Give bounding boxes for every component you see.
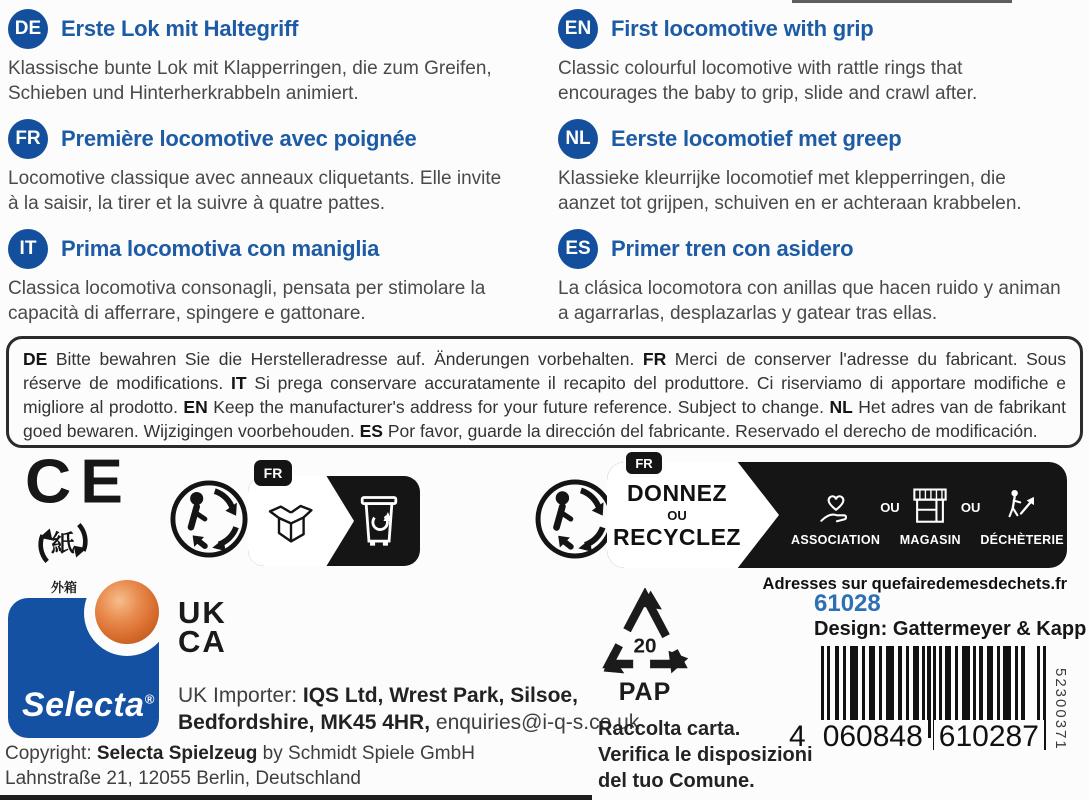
hand-heart-icon: [812, 484, 860, 530]
copyright-line2: Lahnstraße 21, 12055 Berlin, Deutschland: [5, 767, 361, 789]
section-de-body: Klassische bunte Lok mit Klapperringen, die zum Greifen, Schieben und Hinterherkrabbeln animiert.: [8, 58, 492, 104]
donnez-options: [785, 462, 1064, 568]
donnez-line3: RECYCLEZ: [613, 523, 741, 550]
donnez-line1: DONNEZ: [626, 479, 728, 506]
registered-mark: ®: [144, 691, 155, 707]
pap-number: 20: [633, 634, 657, 658]
raccolta-line2: Verifica le disposizioni: [598, 744, 813, 766]
lang-badge-es: ES: [558, 229, 598, 269]
section-de-title: Erste Lok mit Haltegriff: [61, 16, 299, 41]
section-es-body: La clásica locomotora con anillas que hacen ruido y animan a agarrarlas, desplazarlas y gatear tras ellas.: [558, 278, 1061, 324]
ukca-line2: CA: [178, 624, 227, 660]
paper-kanji: 紙: [51, 530, 75, 558]
importer-address1: IQS Ltd, Wrest Park, Silsoe,: [302, 684, 578, 707]
photo-edge-artifact: [792, 0, 1012, 3]
disclaimer-code-es: ES: [359, 421, 383, 442]
section-nl-body: Klassieke kleurrijke locomotief met klepperringen, die aanzet tot grijpen, schuiven en er achteraan krabbelen.: [558, 168, 1022, 214]
item-number: 61028: [814, 590, 881, 617]
section-en-title: First locomotive with grip: [611, 16, 874, 41]
section-en: [558, 6, 1083, 116]
selecta-orange-ball-icon: [95, 580, 159, 644]
disclaimer-text-de: Bitte bewahren Sie die Herstelleradresse auf. Änderungen vorbehalten.: [47, 349, 643, 369]
copyright-line1: [5, 742, 475, 767]
ean-first-digit: 4: [789, 720, 806, 753]
ean-barcode: [789, 646, 1049, 780]
ean-left-group: 060848: [818, 720, 928, 754]
donnez-text: [607, 462, 747, 568]
option-association: [791, 484, 880, 547]
section-fr-header: [8, 116, 558, 162]
disclaimer-text-en: Keep the manufacturer's address for your future reference. Subject to change.: [207, 397, 830, 418]
importer-line2: [178, 709, 639, 736]
section-es-header: [558, 226, 1083, 272]
raccolta-carta-text: [598, 716, 813, 794]
copyright-brand: Selecta Spielzeug: [96, 743, 258, 764]
importer-prefix: UK Importer:: [178, 684, 303, 707]
donnez-line2: OU: [667, 507, 687, 523]
disclaimer-code-en: EN: [183, 397, 208, 418]
option-magasin: [900, 484, 961, 547]
fr-sort-tab: FR: [254, 460, 292, 486]
donnez-separator: OU: [880, 499, 900, 515]
section-it-body: Classica locomotiva consonagli, pensata per stimolare la capacità di afferrare, spingere e gattonare.: [8, 278, 486, 324]
production-code-vertical: 52300371: [1052, 668, 1069, 751]
donnez-inner: [607, 462, 1067, 568]
selecta-name-text: Selecta: [22, 686, 145, 724]
section-de-header: [8, 6, 558, 52]
waste-address-note: Adresses sur quefairedemesdechets.fr: [762, 575, 1067, 593]
lang-badge-fr: FR: [8, 119, 48, 159]
section-en-header: [558, 6, 1083, 52]
ukca-mark: [178, 595, 227, 660]
open-box-icon: [261, 491, 321, 551]
paper-mark-subtext: 外箱: [50, 580, 77, 595]
storefront-icon: [906, 484, 954, 530]
lang-badge-de: DE: [8, 9, 48, 49]
copyright-prefix: Copyright:: [5, 743, 97, 764]
importer-line1: [178, 682, 639, 709]
section-fr-title: Première locomotive avec poignée: [61, 126, 417, 151]
disclaimer-code-fr: FR: [642, 349, 667, 369]
raccolta-line3: del tuo Comune.: [598, 770, 755, 792]
section-en-body: Classic colourful locomotive with rattle rings that encourages the baby to grip, slide and crawl after.: [558, 58, 978, 104]
triman-icon: [168, 478, 250, 560]
section-nl-header: [558, 116, 1083, 162]
disclaimer-text-nl: Het adres van de fabrikant goed bewaren. Wijzigingen voorbehouden.: [23, 397, 1066, 442]
raccolta-line1: Raccolta carta.: [598, 718, 741, 740]
option-magasin-label: MAGASIN: [899, 532, 961, 547]
triman-icon: [533, 477, 617, 561]
language-sections: [8, 6, 1083, 336]
photo-edge-artifact: [0, 795, 592, 800]
section-de: [8, 6, 558, 116]
importer-email: enquiries@i-q-s.co.uk: [430, 711, 640, 735]
pap-label: PAP: [618, 678, 672, 706]
option-dechetterie-label: DÉCHÈTERIE: [980, 532, 1064, 547]
disclaimer-code-it: IT: [231, 373, 247, 394]
copyright-rest: by Schmidt Spiele GmbH: [257, 743, 475, 764]
recycling-bin-icon: [351, 488, 407, 554]
disclaimer-code-nl: NL: [829, 397, 853, 418]
ce-mark: CE: [25, 446, 132, 516]
paper-recycling-mark: [30, 510, 98, 596]
section-fr: [8, 116, 558, 226]
disclaimer-text-es: Por favor, guarde la dirección del fabricante. Reservado el derecho de modificación.: [382, 421, 1038, 442]
section-it-header: [8, 226, 558, 272]
section-nl: [558, 116, 1083, 226]
ukca-line1: UK: [178, 595, 227, 630]
design-credit: Design: Gattermeyer & Kapp: [814, 618, 1087, 640]
lang-badge-it: IT: [8, 229, 48, 269]
pap-recycle-triangle-icon: [598, 588, 692, 676]
uk-importer-text: [178, 682, 639, 737]
manufacturer-disclaimer-box: [6, 336, 1083, 448]
disclaimer-text-fr: Merci de conserver l'adresse du fabricant. Sous réserve de modifications.: [23, 349, 1067, 394]
disclaimer-code-de: DE: [23, 349, 48, 369]
copyright-text: [5, 742, 475, 791]
lang-badge-nl: NL: [558, 119, 598, 159]
ean-digits: [789, 720, 1050, 754]
ean-right-group: 610287: [934, 720, 1044, 754]
lang-badge-en: EN: [558, 9, 598, 49]
disclaimer-text-it: Si prega conservare accuratamente il recapito del produttore. Ci riserviamo di apportare modifiche e migliore al prodotto.: [23, 373, 1066, 418]
fr-carton-sorting-box: [248, 476, 420, 566]
section-es: [558, 226, 1083, 336]
importer-address2: Bedfordshire, MK45 4HR,: [178, 711, 431, 735]
section-nl-title: Eerste locomotief met greep: [611, 126, 902, 151]
option-association-label: ASSOCIATION: [791, 532, 881, 547]
section-fr-body: Locomotive classique avec anneaux cliquetants. Elle invite à la saisir, la tirer et la suivre à quatre pattes.: [8, 168, 502, 214]
donnez-recyclez-banner: [607, 455, 1067, 568]
waste-drop-person-icon: [999, 484, 1045, 530]
paper-recycle-arrows-icon: [30, 510, 96, 576]
donnez-fr-badge: FR: [623, 449, 665, 477]
selecta-wordmark: [22, 686, 155, 725]
section-it: [8, 226, 558, 336]
donnez-separator: OU: [960, 499, 981, 515]
option-dechetterie: [980, 484, 1064, 547]
section-es-title: Primer tren con asidero: [611, 236, 854, 261]
section-it-title: Prima locomotiva con maniglia: [61, 236, 380, 261]
